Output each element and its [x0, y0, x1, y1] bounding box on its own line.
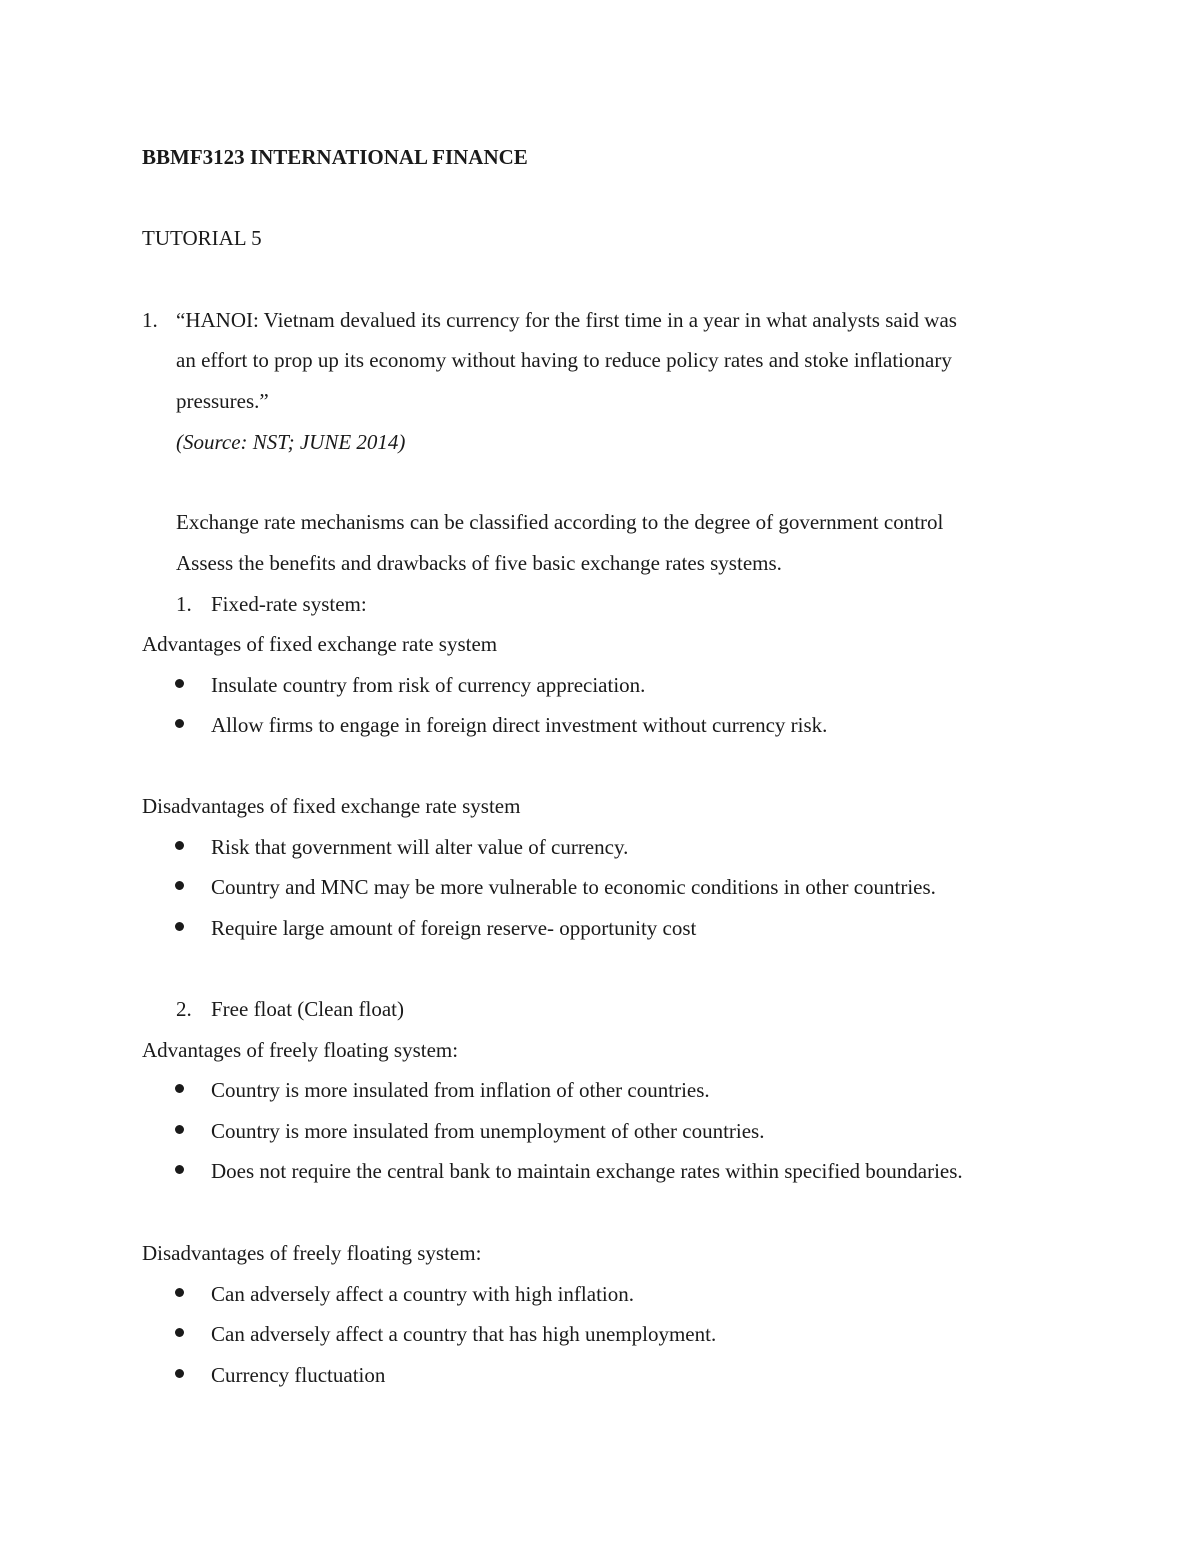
bullet-icon [175, 1288, 184, 1297]
bullet-icon [175, 1369, 184, 1378]
question-prompt-line: Assess the benefits and drawbacks of five basic exchange rates systems. [176, 551, 782, 575]
bullet-icon [175, 1165, 184, 1174]
list-item: Does not require the central bank to maintain exchange rates within specified boundaries. [211, 1159, 963, 1183]
quote-source: (Source: NST; JUNE 2014) [176, 430, 406, 454]
list-item: Country is more insulated from inflation of other countries. [211, 1078, 710, 1102]
system-name: Free float (Clean float) [211, 997, 404, 1021]
list-item: Can adversely affect a country that has high unemployment. [211, 1322, 717, 1346]
question-quote-line: pressures.” [176, 389, 269, 413]
question-quote-line: an effort to prop up its economy without having to reduce policy rates and stoke inflationary [176, 348, 952, 372]
course-title: BBMF3123 INTERNATIONAL FINANCE [142, 145, 528, 169]
question-quote-line: “HANOI: Vietnam devalued its currency for the first time in a year in what analysts said was [176, 308, 957, 332]
list-item: Insulate country from risk of currency appreciation. [211, 673, 646, 697]
list-item: Risk that government will alter value of currency. [211, 835, 629, 859]
list-item: Allow firms to engage in foreign direct investment without currency risk. [211, 713, 828, 737]
bullet-icon [175, 922, 184, 931]
bullet-icon [175, 1125, 184, 1134]
question-prompt-line: Exchange rate mechanisms can be classified according to the degree of government control [176, 510, 944, 534]
advantages-heading: Advantages of fixed exchange rate system [142, 632, 498, 656]
disadvantages-heading: Disadvantages of fixed exchange rate system [142, 794, 521, 818]
advantages-heading: Advantages of freely floating system: [142, 1038, 459, 1062]
bullet-icon [175, 719, 184, 728]
disadvantages-heading: Disadvantages of freely floating system: [142, 1241, 482, 1265]
list-item: Country and MNC may be more vulnerable to economic conditions in other countries. [211, 875, 936, 899]
list-item: Require large amount of foreign reserve- opportunity cost [211, 916, 697, 940]
system-number: 2. [176, 997, 192, 1021]
bullet-icon [175, 881, 184, 890]
tutorial-heading: TUTORIAL 5 [142, 226, 262, 250]
list-item: Can adversely affect a country with high inflation. [211, 1282, 634, 1306]
bullet-icon [175, 1084, 184, 1093]
bullet-icon [175, 1328, 184, 1337]
system-number: 1. [176, 592, 192, 616]
bullet-icon [175, 679, 184, 688]
bullet-icon [175, 841, 184, 850]
list-item: Currency fluctuation [211, 1363, 386, 1387]
system-name: Fixed-rate system: [211, 592, 367, 616]
list-item: Country is more insulated from unemployment of other countries. [211, 1119, 765, 1143]
question-number: 1. [142, 308, 158, 332]
